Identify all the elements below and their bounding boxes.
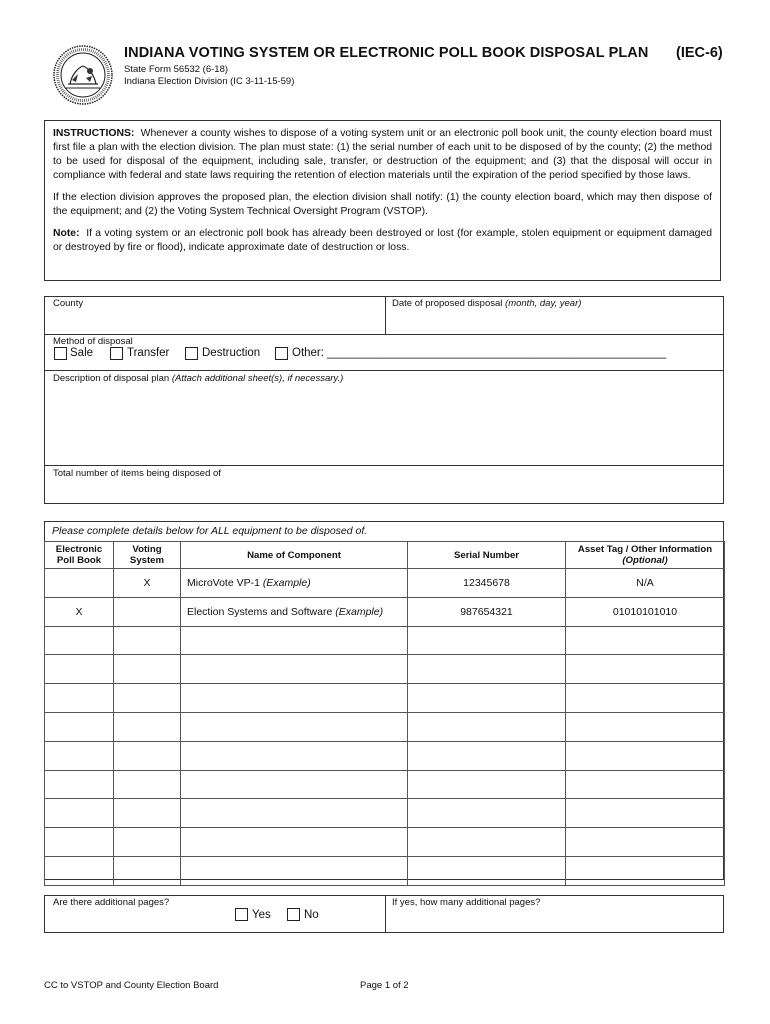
header-asset-tag: Asset Tag / Other Information (Optional) xyxy=(566,542,725,569)
divider xyxy=(44,334,724,335)
table-row xyxy=(45,799,725,828)
description-label: Description of disposal plan xyxy=(53,373,170,384)
table-row xyxy=(45,626,725,655)
asset-tag-cell[interactable] xyxy=(566,626,725,655)
form-code: (IEC-6) xyxy=(676,45,723,61)
table-row xyxy=(45,770,725,799)
sale-checkbox[interactable] xyxy=(54,347,67,360)
method-label: Method of disposal xyxy=(53,336,133,347)
voting-system-cell[interactable] xyxy=(114,597,181,626)
voting-system-cell[interactable] xyxy=(114,770,181,799)
county-field[interactable]: County xyxy=(53,298,84,309)
instructions-box xyxy=(44,120,721,281)
transfer-label: Transfer xyxy=(127,347,170,359)
serial-number-cell[interactable] xyxy=(408,770,566,799)
transfer-checkbox[interactable] xyxy=(110,347,123,360)
epb-cell[interactable] xyxy=(45,655,114,684)
instructions-paragraph xyxy=(53,127,712,183)
epb-cell[interactable] xyxy=(45,741,114,770)
voting-system-cell[interactable] xyxy=(114,684,181,713)
table-row xyxy=(45,741,725,770)
header-component-name: Name of Component xyxy=(181,542,408,569)
serial-number-cell[interactable] xyxy=(408,828,566,857)
voting-system-cell[interactable] xyxy=(114,626,181,655)
serial-number-cell[interactable] xyxy=(408,684,566,713)
voting-system-cell[interactable] xyxy=(114,828,181,857)
serial-number-cell[interactable] xyxy=(408,626,566,655)
page-number: Page 1 of 2 xyxy=(360,980,409,991)
component-name-cell[interactable]: Election Systems and Software (Example) xyxy=(181,597,408,626)
header-serial-number: Serial Number xyxy=(408,542,566,569)
table-row xyxy=(45,655,725,684)
no-label: No xyxy=(304,909,319,921)
voting-system-cell[interactable] xyxy=(114,799,181,828)
no-checkbox[interactable] xyxy=(287,908,300,921)
component-name-cell[interactable] xyxy=(181,684,408,713)
indiana-state-seal xyxy=(52,44,114,106)
election-division-reference: Indiana Election Division (IC 3-11-15-59) xyxy=(124,76,295,87)
header-voting-system: Voting System xyxy=(114,542,181,569)
asset-tag-cell[interactable]: 01010101010 xyxy=(566,597,725,626)
divider xyxy=(44,370,724,371)
asset-tag-cell[interactable] xyxy=(566,741,725,770)
epb-cell[interactable] xyxy=(45,684,114,713)
epb-cell[interactable] xyxy=(45,569,114,598)
serial-number-cell[interactable] xyxy=(408,799,566,828)
component-name-cell[interactable] xyxy=(181,828,408,857)
table-row xyxy=(45,828,725,857)
divider xyxy=(385,296,386,335)
note-label: Note: xyxy=(53,228,80,239)
component-name-cell[interactable] xyxy=(181,856,408,885)
instructions-label: INSTRUCTIONS: xyxy=(53,128,135,139)
component-name-cell[interactable] xyxy=(181,626,408,655)
serial-number-cell[interactable]: 12345678 xyxy=(408,569,566,598)
serial-number-cell[interactable] xyxy=(408,712,566,741)
component-name-cell[interactable] xyxy=(181,770,408,799)
disposal-date-field[interactable] xyxy=(392,298,581,309)
table-row xyxy=(45,712,725,741)
epb-cell[interactable] xyxy=(45,626,114,655)
equipment-table xyxy=(44,541,725,886)
component-name-cell[interactable] xyxy=(181,712,408,741)
table-row xyxy=(45,569,725,598)
table-row xyxy=(45,856,725,885)
epb-cell[interactable] xyxy=(45,712,114,741)
equipment-instructions: Please complete details below for ALL equipment to be disposed of. xyxy=(52,525,368,537)
other-checkbox[interactable] xyxy=(275,347,288,360)
serial-number-cell[interactable]: 987654321 xyxy=(408,597,566,626)
serial-number-cell[interactable] xyxy=(408,856,566,885)
epb-cell[interactable] xyxy=(45,770,114,799)
form-title: INDIANA VOTING SYSTEM OR ELECTRONIC POLL BOOK DISPOSAL PLAN xyxy=(124,45,649,61)
component-name-cell[interactable] xyxy=(181,741,408,770)
divider xyxy=(44,465,724,466)
header-electronic-poll-book: Electronic Poll Book xyxy=(45,542,114,569)
table-header-row xyxy=(45,542,725,569)
cc-notice: CC to VSTOP and County Election Board xyxy=(44,980,219,991)
destruction-checkbox[interactable] xyxy=(185,347,198,360)
total-items-field[interactable]: Total number of items being disposed of xyxy=(53,468,221,479)
page-count-field[interactable]: If yes, how many additional pages? xyxy=(392,897,541,908)
epb-cell[interactable]: X xyxy=(45,597,114,626)
approval-paragraph: If the election division approves the proposed plan, the election division shall notify: (1) the county election board, which may then dispose of the equipment; and (2) the Voting System Technical Oversight Program (VSTOP). xyxy=(53,192,712,217)
asset-tag-cell[interactable] xyxy=(566,828,725,857)
description-hint: (Attach additional sheet(s), if necessary.) xyxy=(171,373,344,384)
asset-tag-cell[interactable] xyxy=(566,856,725,885)
voting-system-cell[interactable]: X xyxy=(114,569,181,598)
asset-tag-cell[interactable] xyxy=(566,655,725,684)
other-field[interactable]: Other: _____________________________________________________ xyxy=(292,347,667,359)
table-row xyxy=(45,597,725,626)
serial-number-cell[interactable] xyxy=(408,655,566,684)
yes-checkbox[interactable] xyxy=(235,908,248,921)
voting-system-cell[interactable] xyxy=(114,655,181,684)
note-text: If a voting system or an electronic poll book has already been destroyed or lost (for example, stolen equipment or equipment damaged or destroyed by fire or flood), indicate approximate date of destruction or loss. xyxy=(53,228,713,253)
asset-tag-cell[interactable] xyxy=(566,770,725,799)
yes-label: Yes xyxy=(252,909,271,921)
state-form-number: State Form 56532 (6-18) xyxy=(124,64,229,75)
component-name-cell[interactable] xyxy=(181,799,408,828)
asset-tag-cell[interactable] xyxy=(566,684,725,713)
epb-cell[interactable] xyxy=(45,856,114,885)
divider xyxy=(385,895,386,933)
component-name-cell[interactable] xyxy=(181,655,408,684)
instructions-text: Whenever a county wishes to dispose of a voting system unit or an electronic poll book unit, the county election board must first file a plan with the election division. The plan must state: (1) the serial number of each unit to be disposed of by the county; (2) the method to be used for disposal of the equipment, including sale, transfer, or destruction of the equipment; and (3) that the disposal will occur in compliance with federal and state laws requiring the retention of election materials until the expiration of the period specified by those laws. xyxy=(53,128,712,181)
asset-tag-cell[interactable]: N/A xyxy=(566,569,725,598)
sale-label: Sale xyxy=(70,347,94,359)
table-row xyxy=(45,684,725,713)
note-paragraph xyxy=(53,227,712,255)
asset-tag-cell[interactable] xyxy=(566,799,725,828)
additional-pages-question: Are there additional pages? xyxy=(53,897,170,908)
description-field[interactable] xyxy=(53,373,343,384)
epb-cell[interactable] xyxy=(45,828,114,857)
disposal-date-label: Date of proposed disposal xyxy=(392,298,503,309)
serial-number-cell[interactable] xyxy=(408,741,566,770)
voting-system-cell[interactable] xyxy=(114,741,181,770)
voting-system-cell[interactable] xyxy=(114,856,181,885)
disposal-date-hint: (month, day, year) xyxy=(505,298,582,309)
epb-cell[interactable] xyxy=(45,799,114,828)
voting-system-cell[interactable] xyxy=(114,712,181,741)
destruction-label: Destruction xyxy=(202,347,261,359)
asset-tag-cell[interactable] xyxy=(566,712,725,741)
component-name-cell[interactable]: MicroVote VP-1 (Example) xyxy=(181,569,408,598)
